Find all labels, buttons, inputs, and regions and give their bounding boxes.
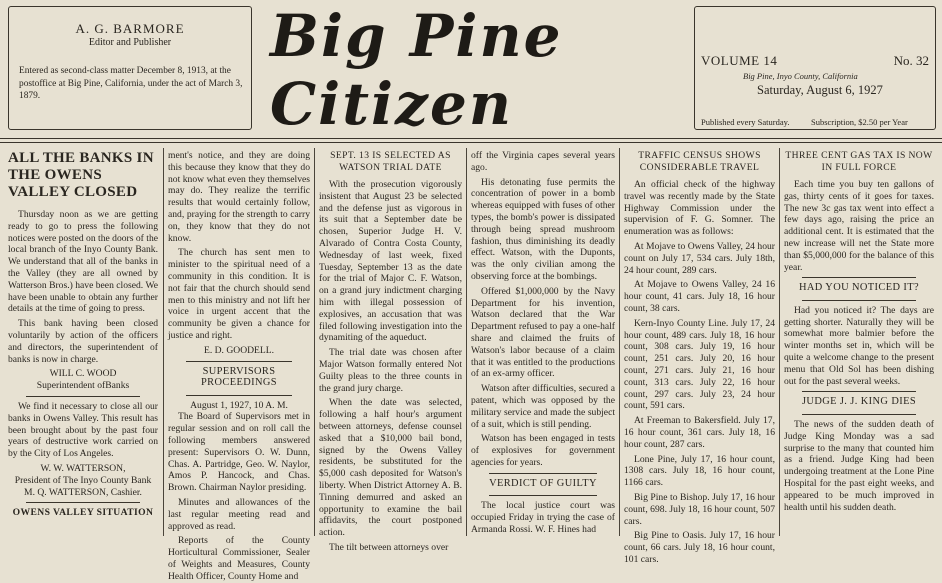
issue-number: No. 32 [893, 53, 929, 68]
article-paragraph: Lone Pine, July 17, 16 hour count, 1308 cars. July 18, 16 hour count, 1166 cars. [624, 453, 775, 489]
headline: THREE CENT GAS TAX IS NOW IN FULL FORCE [785, 150, 933, 173]
headline: SUPERVISORS PROCEEDINGS [201, 365, 277, 389]
article-paragraph: An official check of the highway travel was recently made by the State Highway Commission under the supervision of F. G. Somner. The enumeration was as follows: [624, 179, 775, 238]
column-2 [168, 150, 310, 582]
article-paragraph: Watson has been engaged in tests of explosives for government agencies for years. [471, 433, 615, 468]
dateline: August 1, 1927, 10 A. M. [190, 399, 288, 411]
divider [802, 414, 916, 415]
article-paragraph: With the prosecution vigorously insistent that August 23 be selected and the defense just as vigorous in its suit that a September date be chosen, Superior Judge H. V. Alvarado of Contra Costa County, Wednesday of last week, fixed Tuesday, September 13 as the date for the trial of Major C. F. Watson, on a grand jury indictment charging him with illegal possession of explosives, an accusation that was filed following investigation into the dynamiting of the aqueduct. [319, 179, 462, 344]
column-rule [779, 148, 780, 536]
divider [186, 395, 292, 396]
column-6 [784, 150, 934, 536]
article-paragraph: The Board of Supervisors met in regular session and on roll call the following members answered present: Supervisors O. W. Dunn, Chas. A. Partridge, Geo. W. Naylor, Amos P. Hancock, and Chas. Brown. Chairman Naylor presiding. [168, 411, 310, 494]
signature-title: Superintendent ofBanks [36, 380, 130, 392]
headline: HAD YOU NOTICED IT? [798, 282, 920, 294]
article-paragraph: Big Pine to Oasis. July 17, 16 hour count, 66 cars. July 18, 16 hour count, 101 cars. [624, 530, 775, 565]
article-paragraph: The church has sent men to minister to the spiritual need of a community in this condition. It is not fair that the church should send men to this ministry and not lift her voice in urgent accent that the community be given a chance for justice and right. [168, 247, 310, 341]
article-paragraph: The trial date was chosen after Major Watson formally entered Not Guilty pleas to the three counts in the grand jury charge. [319, 347, 462, 394]
publisher-role: Editor and Publisher [88, 37, 172, 48]
signature-name: W. W. WATTERSON, [40, 462, 126, 474]
signature-name: WILL C. WOOD [49, 368, 117, 380]
headline: VERDICT OF GUILTY [489, 477, 597, 489]
article-paragraph: At Mojave to Owens Valley, 24 hour count on July 17, 534 cars. July 18th, 24 hour count, 289 cars. [624, 240, 775, 276]
headline-banks: ALL THE BANKS IN THE OWENS VALLEY CLOSED [8, 150, 154, 200]
article-paragraph: The local justice court was occupied Friday in trying the case of Armanda Rossi. W. F. Hines had [471, 500, 615, 535]
column-rule [619, 148, 620, 536]
publisher-name: A. G. BARMORE [75, 21, 185, 36]
article-paragraph: Big Pine to Bishop. July 17, 16 hour count, 698. July 18, 16 hour count, 507 cars. [624, 491, 775, 527]
signature-name: E. D. GOODELL. [203, 344, 275, 356]
headline: OWENS VALLEY SITUATION [12, 507, 154, 519]
postal-notice: Entered as second-class matter December 8, 1913, at the postoffice at Big Pine, California, under the act of March 3, 1879. [19, 66, 243, 101]
article-paragraph: At Freeman to Bakersfield. July 17, 16 hour count, 361 cars. July 18, 16 hour count, 287 cars. [624, 415, 775, 450]
publisher-box [8, 6, 252, 130]
headline: JUDGE J. J. KING DIES [801, 396, 917, 408]
column-rule [163, 148, 164, 536]
volume: VOLUME 14 [701, 53, 778, 68]
article-paragraph: We find it necessary to close all our banks in Owens Valley. This result has been brought about by the past four years of destructive work carried on by the City of Los Angeles. [8, 400, 158, 460]
issue-box [694, 6, 936, 130]
column-rule [466, 148, 467, 536]
divider [186, 361, 292, 362]
divider [489, 473, 597, 474]
divider [26, 396, 140, 397]
article-paragraph: off the Virginia capes several years ago. [471, 150, 615, 173]
article-paragraph: The tilt between attorneys over [329, 541, 449, 553]
masthead-title: Big Pine Citizen [270, 2, 563, 138]
article-paragraph: The news of the sudden death of Judge King Monday was a sad surprise to the many that counted him as a friend. Judge King had been undergoing treatment at the Lone Pine Hospital for the past eight weeks, and appeared to be much improved in health until his sudden death. [784, 418, 934, 513]
article-paragraph: Offered $1,000,000 by the Navy Department for his invention, Watson declared that the War Department refused to pay a one-half share and claimed the fruits of Watson's labor because of a claim that it was entitled to the productions of an ex-army officer. [471, 285, 615, 380]
article-paragraph: At Mojave to Owens Valley, 24 16 hour count, 41 cars. July 18, 16 hour count, 38 cars. [624, 279, 775, 314]
headline: SEPT. 13 IS SELECTED AS WATSON TRIAL DATE [330, 150, 451, 173]
article-paragraph: ment's notice, and they are doing this because they know that they do not know what even they themselves may do. They realize the terrific results that would certainly follow, and, praying for the strength to carry on, they know that they do not know. [168, 150, 310, 244]
header-rule-2 [0, 142, 942, 143]
article-paragraph: Thursday noon as we are getting ready to go to press the following notices were posted on the doors of the local branch of the Inyo County Bank. We understand that all of the banks in the Valley (they are all owned by Watterson Bros.) have been closed. We have been unable to obtain any further details at the time of going to press. [8, 209, 158, 315]
masthead [270, 2, 688, 138]
divider [802, 391, 916, 392]
headline: TRAFFIC CENSUS SHOWS CONSIDERABLE TRAVEL [638, 150, 761, 173]
article-paragraph: Kern-Inyo County Line. July 17, 24 hour count, 489 cars. July 18, 16 hour count, 308 cars. July 19, 16 hour count, 251 cars. July 20, 16 hour count, 271 cars. July 21, 16 hour count, 313 cars. July 22, 16 hour count, 297 cars. July 23, 24 hour count, 591 cars. [624, 317, 775, 412]
article-paragraph: Had you noticed it? The days are getting shorter. Naturally they will be somewhat more balmier before the winter months set in, which will be quite a welcome change to the present menu that Old Sol has been dishing out for the past several weeks. [784, 304, 934, 387]
article-paragraph: His detonating fuse permits the concentration of power in a bomb whereas equipped with fuses of other types, the bomb's power is dissipated through being spread mushroom fashion, thus diminishing its deadly effect. Watson, with the Duponts, was the only civilian among the observing force at the bombings. [471, 176, 615, 282]
divider [802, 277, 916, 278]
header-rule [0, 138, 942, 139]
frequency: Published every Saturday. [701, 117, 790, 127]
divider [26, 502, 140, 503]
column-4 [471, 150, 615, 536]
subscription: Subscription, $2.50 per Year [811, 117, 908, 127]
column-3 [319, 150, 462, 553]
column-1 [8, 150, 158, 536]
article-paragraph: When the date was selected, following a half hour's argument between attorneys, defense counsel asked that a $10,000 bail bond, signed by the Owens Valley residents, be substituted for the $5,000 cash deposited for Watson's liberty. When District Attorney A. B. Tinning demurred and asked an opportunity to examine the bail affidavits, the court postponed action. [319, 397, 462, 539]
signature-name: M. Q. WATTERSON, Cashier. [24, 486, 142, 498]
divider [489, 495, 597, 496]
article-paragraph: Reports of the County Horticultural Commissioner, Sealer of Weights and Measures, County Health Officer, County Home and [168, 535, 310, 582]
column-rule [314, 148, 315, 536]
signature-title: President of The Inyo County Bank [14, 474, 152, 486]
issue-date: Saturday, August 6, 1927 [757, 83, 883, 97]
article-paragraph: Minutes and allowances of the last regular meeting read and approved as read. [168, 496, 310, 532]
article-paragraph: Each time you buy ten gallons of gas, thirty cents of it goes for taxes. The new 3c gas tax went into effect a few days ago, raising the price an additional cent. It is estimated that the new increase will net the State more than $5,000,000 for the balance of this year. [784, 179, 934, 273]
divider [802, 300, 916, 301]
article-paragraph: This bank having been closed voluntarily by action of the officers and directors, the superintendent of banks is now in charge. [8, 318, 158, 365]
place: Big Pine, Inyo County, California [743, 71, 858, 81]
column-5 [624, 150, 775, 565]
article-paragraph: Watson after difficulties, secured a patent, which was opposed by the military service and made the subject of a suit, which is still pending. [471, 383, 615, 430]
